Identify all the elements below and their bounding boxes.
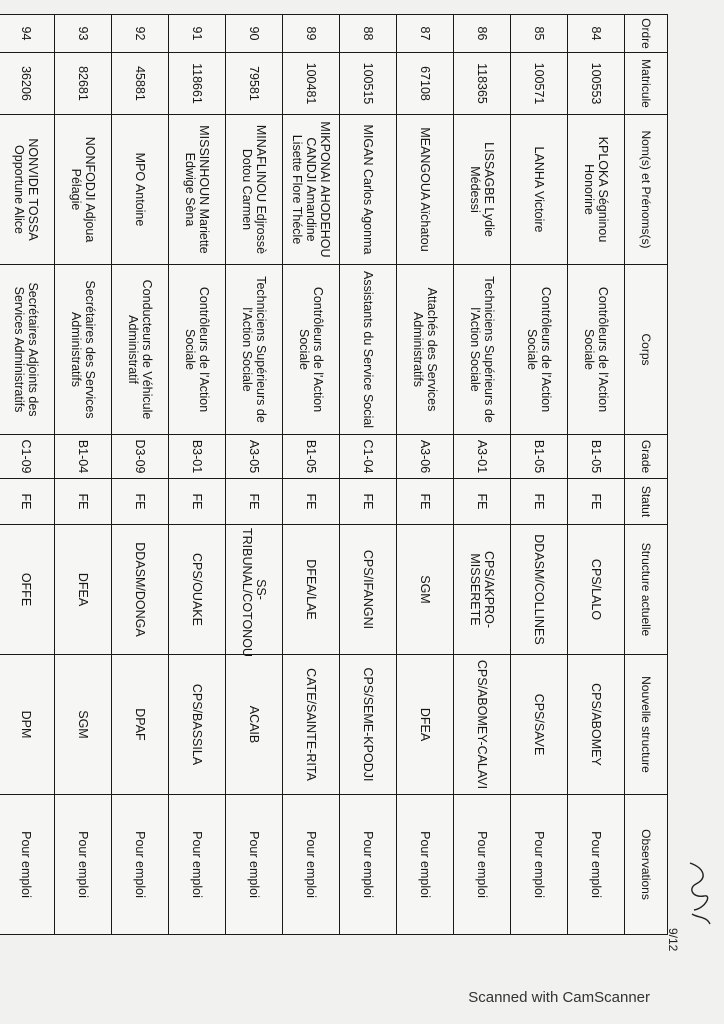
table-cell: DFEA/LAE [283, 525, 340, 655]
table-cell: 100481 [283, 53, 340, 115]
assignment-table [0, 14, 668, 935]
table-cell: B1-05 [283, 435, 340, 479]
table-cell: DFEA [55, 525, 112, 655]
table-cell: CPS/AKPRO-MISSERETE [454, 525, 511, 655]
table-cell: LANHA Victoire [511, 115, 568, 265]
table-cell: Techniciens Supérieurs de l'Action Sociale [454, 265, 511, 435]
table-cell: Pour emploi [454, 795, 511, 935]
table-cell: B1-05 [511, 435, 568, 479]
table-cell: DFEA [397, 655, 454, 795]
table-cell: Pour emploi [511, 795, 568, 935]
table-cell: 118365 [454, 53, 511, 115]
table-cell: Contrôleurs de l'Action Sociale [568, 265, 625, 435]
table-cell: B1-04 [55, 435, 112, 479]
table-cell: MINAFLINOU Edjrossè Dotou Carmen [226, 115, 283, 265]
table-cell: CATE/SAINTE-RITA [283, 655, 340, 795]
table-cell: DDASM/DONGA [112, 525, 169, 655]
column-header: Grade [625, 435, 668, 479]
column-header: Structure actuelle [625, 525, 668, 655]
table-cell: A3-06 [397, 435, 454, 479]
table-cell: CPS/OUAKE [169, 525, 226, 655]
table-cell: MPO Antoine [112, 115, 169, 265]
table-cell: FE [169, 479, 226, 525]
column-header: Matricule [625, 53, 668, 115]
table-cell: Pour emploi [226, 795, 283, 935]
table-row [169, 15, 226, 935]
table-cell: Attachés des Services Administratifs [397, 265, 454, 435]
table-cell: B1-05 [568, 435, 625, 479]
table-cell: FE [112, 479, 169, 525]
table-cell: D3-09 [112, 435, 169, 479]
table-cell: Contrôleurs de l'Action Sociale [169, 265, 226, 435]
table-cell: Assistants du Service Social [340, 265, 397, 435]
table-cell: FE [340, 479, 397, 525]
table-cell: Pour emploi [112, 795, 169, 935]
table-row [397, 15, 454, 935]
table-cell: FE [283, 479, 340, 525]
table-cell: Contrôleurs de l'Action Sociale [511, 265, 568, 435]
signature-icon [684, 858, 714, 928]
column-header: Corps [625, 265, 668, 435]
table-cell: CPS/ABOMEY [568, 655, 625, 795]
column-header: Nom(s) et Prénoms(s) [625, 115, 668, 265]
table-cell: 67108 [397, 53, 454, 115]
table-cell: 36206 [0, 53, 55, 115]
table-cell: LISSAGBE Lydie Médessi [454, 115, 511, 265]
table-cell: 100553 [568, 53, 625, 115]
table-row [0, 15, 55, 935]
table-cell: 92 [112, 15, 169, 53]
table-cell: Pour emploi [340, 795, 397, 935]
table-cell: A3-01 [454, 435, 511, 479]
table-cell: Pour emploi [568, 795, 625, 935]
table-cell: 87 [397, 15, 454, 53]
table-cell: CPS/SAVE [511, 655, 568, 795]
table-cell: CPS/ABOMEY-CALAVI [454, 655, 511, 795]
table-cell: 94 [0, 15, 55, 53]
table-row [511, 15, 568, 935]
table-cell: FE [568, 479, 625, 525]
table-cell: ACAIB [226, 655, 283, 795]
table-cell: 86 [454, 15, 511, 53]
table-cell: CPS/IFANGNI [340, 525, 397, 655]
table-cell: MEANGOUA Aïchatou [397, 115, 454, 265]
table-cell: FE [226, 479, 283, 525]
table-cell: C1-04 [340, 435, 397, 479]
table-cell: Conducteurs de Véhicule Administratif [112, 265, 169, 435]
table-cell: CPS/SEME-KPODJI [340, 655, 397, 795]
table-cell: FE [55, 479, 112, 525]
table-cell: Techniciens Supérieurs de l'Action Sociale [226, 265, 283, 435]
scanner-footer: Scanned with CamScanner [468, 989, 650, 1006]
table-row [283, 15, 340, 935]
table-cell: Secrétaires des Services Administratifs [55, 265, 112, 435]
table-cell: 88 [340, 15, 397, 53]
table-row [340, 15, 397, 935]
table-cell: MISSINHOUN Mariette Edwige Sèna [169, 115, 226, 265]
column-header: Nouvelle structure [625, 655, 668, 795]
table-cell: 82681 [55, 53, 112, 115]
table-cell: DPAF [112, 655, 169, 795]
table-cell: OFFE [0, 525, 55, 655]
table-cell: FE [454, 479, 511, 525]
rotated-table-wrapper [12, 14, 668, 934]
table-cell: NONFODJI Adjoua Pélagie [55, 115, 112, 265]
table-cell: Pour emploi [55, 795, 112, 935]
table-cell: SGM [55, 655, 112, 795]
table-cell: DDASM/COLLINES [511, 525, 568, 655]
table-cell: 89 [283, 15, 340, 53]
table-cell: Pour emploi [0, 795, 55, 935]
table-cell: Secrétaires Adjoints des Services Administratifs [0, 265, 55, 435]
table-cell: 45881 [112, 53, 169, 115]
table-cell: Pour emploi [283, 795, 340, 935]
page-number: 9/12 [666, 928, 680, 952]
column-header: Ordre [625, 15, 668, 53]
table-cell: SGM [397, 525, 454, 655]
table-cell: Pour emploi [397, 795, 454, 935]
table-cell: CPS/LALO [568, 525, 625, 655]
table-cell: DPM [0, 655, 55, 795]
table-cell: FE [0, 479, 55, 525]
table-cell: 100571 [511, 53, 568, 115]
table-cell: SS-TRIBUNAL/COTONOU [226, 525, 283, 655]
table-cell: 91 [169, 15, 226, 53]
table-cell: MIGAN Carlos Agonma [340, 115, 397, 265]
table-cell: Contrôleurs de l'Action Sociale [283, 265, 340, 435]
table-body [0, 15, 625, 935]
table-row [55, 15, 112, 935]
table-cell: 100515 [340, 53, 397, 115]
table-cell: 84 [568, 15, 625, 53]
table-cell: FE [397, 479, 454, 525]
table-cell: 90 [226, 15, 283, 53]
table-cell: CPS/BASSILA [169, 655, 226, 795]
column-header: Observations [625, 795, 668, 935]
table-row [454, 15, 511, 935]
table-cell: A3-05 [226, 435, 283, 479]
table-cell: Pour emploi [169, 795, 226, 935]
table-cell: KPLOKA Ségninou Honorine [568, 115, 625, 265]
table-row [112, 15, 169, 935]
table-cell: 93 [55, 15, 112, 53]
table-header-row [625, 15, 668, 935]
table-cell: 118661 [169, 53, 226, 115]
table-row [568, 15, 625, 935]
table-cell: 85 [511, 15, 568, 53]
table-row [226, 15, 283, 935]
table-cell: C1-09 [0, 435, 55, 479]
table-cell: 79581 [226, 53, 283, 115]
table-cell: MIKPONAI AHODEHOU CANDJI Amandine Lisette Flore Thécle [283, 115, 340, 265]
table-cell: FE [511, 479, 568, 525]
table-cell: B3-01 [169, 435, 226, 479]
column-header: Statut [625, 479, 668, 525]
table-cell: NONVIDE TOSSA Opportune Alice [0, 115, 55, 265]
